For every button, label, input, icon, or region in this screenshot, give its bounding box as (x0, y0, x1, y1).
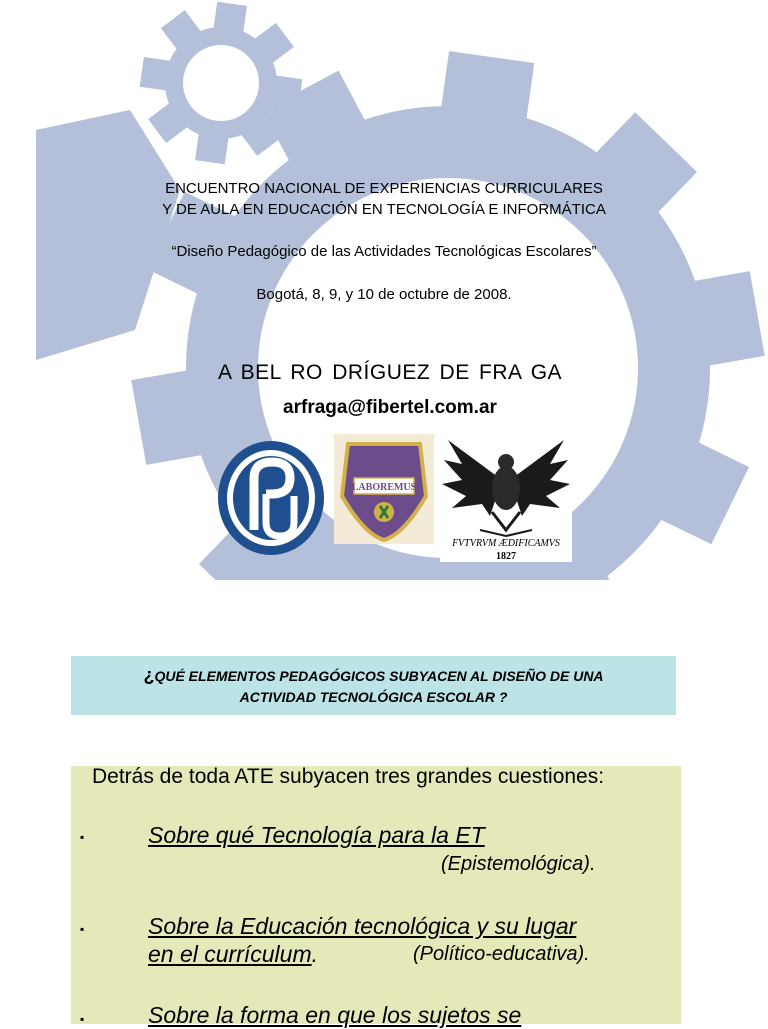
laboremus-motto: LABOREMUS (351, 482, 417, 493)
item3-text: Sobre la forma en que los sujetos se (148, 1002, 522, 1028)
eagle-crest-motto: FVTVRVM ÆDIFICAMVS (452, 538, 560, 549)
item1-note: (Epistemológica). (441, 853, 596, 875)
item2-curriculum: currículum (204, 941, 312, 967)
intro-text: Detrás de toda ATE subyacen tres grandes cuestiones: (92, 765, 605, 788)
question-text-1: QUÉ ELEMENTOS PEDAGÓGICOS SUBYACEN AL DISEÑO DE UNA (154, 668, 604, 684)
question-banner (71, 656, 676, 715)
eagle-crest-year: 1827 (496, 551, 516, 562)
item2-line1: Sobre la Educación tecnológica y su lugar (148, 913, 577, 939)
item2-line2 (148, 941, 318, 968)
event-title-line1: ENCUENTRO NACIONAL DE EXPERIENCIAS CURRICULARES (165, 180, 603, 197)
question-line2: ACTIVIDAD TECNOLÓGICA ESCOLAR ? (239, 689, 508, 705)
eagle-crest-logo (440, 434, 572, 562)
item1-title: Sobre qué Tecnología para la ET (148, 822, 485, 848)
institute-crest-logo (334, 434, 434, 544)
item2-period: . (311, 941, 319, 967)
event-title (0, 178, 768, 220)
university-logo (216, 438, 326, 558)
question-line1 (71, 665, 676, 687)
event-title-line2: Y DE AULA EN EDUCACIÓN EN TECNOLOGÍA E INFORMÁTICA (162, 201, 606, 218)
author-email: arfraga@fibertel.com.ar (283, 397, 497, 418)
presentation-subtitle: “Diseño Pedagógico de las Actividades Tecnológicas Escolares” (171, 243, 597, 260)
content-panel (71, 766, 681, 1024)
event-date: Bogotá, 8, 9, y 10 de octubre de 2008. (256, 286, 512, 303)
item2-note: (Político-educativa). (413, 943, 590, 965)
inverted-question-mark: ¿ (143, 665, 155, 685)
bullet-icon: ▪ (80, 830, 85, 844)
bullet-icon: ▪ (80, 922, 85, 936)
bullet-icon: ▪ (80, 1012, 85, 1026)
author-name: A BEL RO DRÍGUEZ DE FRA GA (217, 361, 563, 384)
item2-line2a: en el (148, 941, 205, 967)
